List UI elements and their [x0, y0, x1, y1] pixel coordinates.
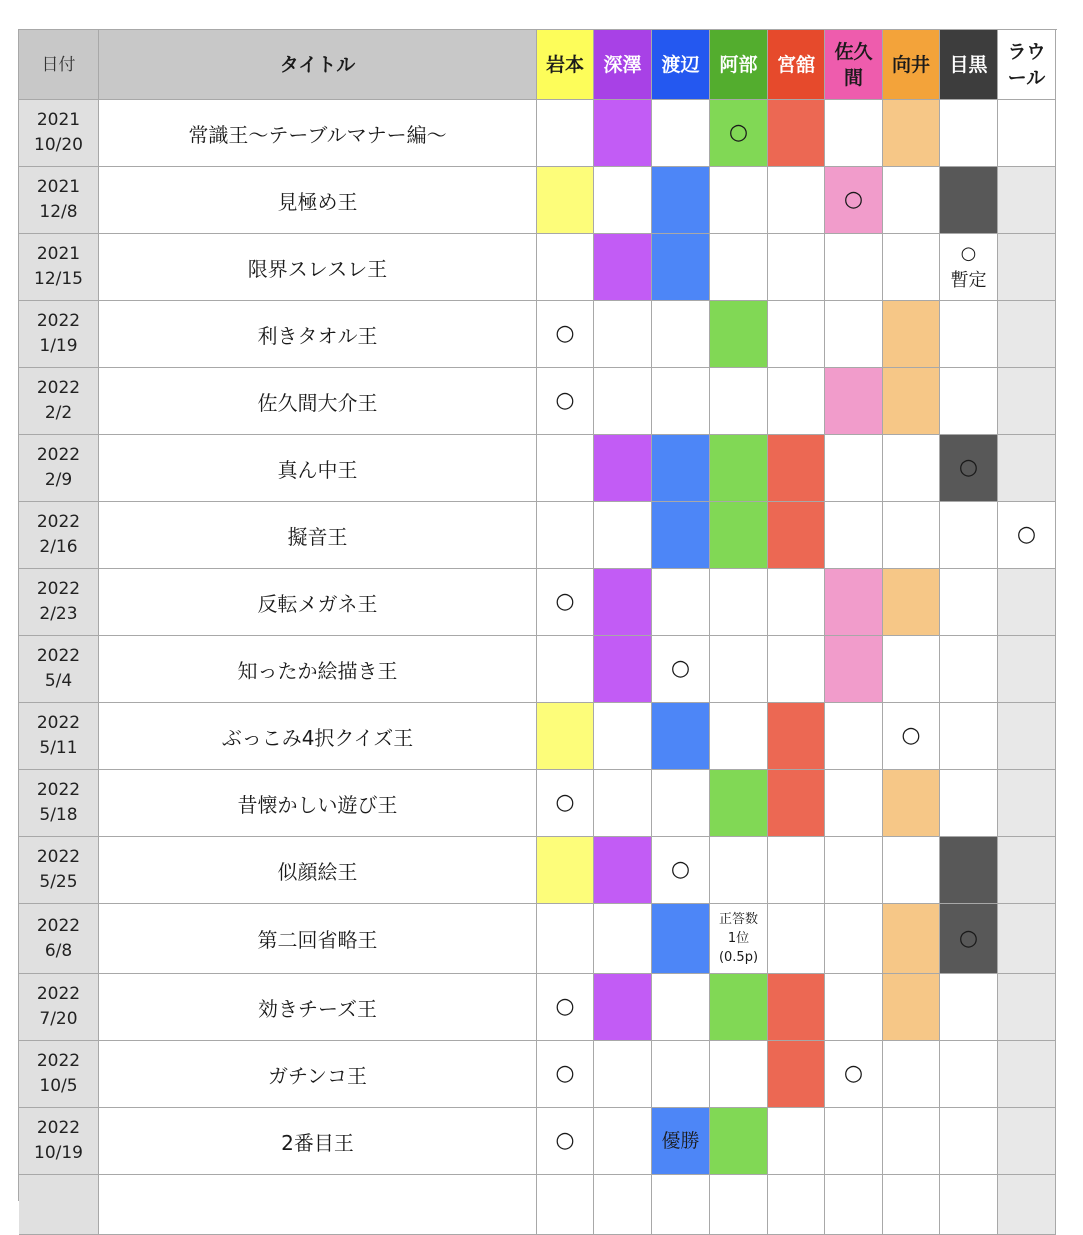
member-cell-6 — [883, 234, 940, 301]
title-cell: 限界スレスレ王 — [99, 234, 537, 301]
date-cell — [19, 1175, 99, 1235]
member-cell-7: ○ — [940, 904, 998, 974]
member-cell-0 — [537, 234, 594, 301]
member-cell-1 — [594, 974, 652, 1041]
member-cell-3 — [710, 1108, 768, 1175]
member-cell-1 — [594, 234, 652, 301]
member-cell-8 — [998, 1041, 1056, 1108]
member-cell-1 — [594, 100, 652, 167]
member-cell-2: 優勝 — [652, 1108, 710, 1175]
title-cell: 佐久間大介王 — [99, 368, 537, 435]
member-cell-2 — [652, 703, 710, 770]
member-cell-8 — [998, 167, 1056, 234]
date-cell: 2022 2/2 — [19, 368, 99, 435]
member-cell-8 — [998, 435, 1056, 502]
member-cell-1 — [594, 1041, 652, 1108]
member-cell-0: ○ — [537, 368, 594, 435]
member-cell-5: ○ — [825, 167, 883, 234]
title-cell: 2番目王 — [99, 1108, 537, 1175]
member-cell-8 — [998, 770, 1056, 837]
header-member-0: 岩本 — [537, 30, 594, 100]
member-cell-6 — [883, 569, 940, 636]
member-cell-3 — [710, 1175, 768, 1235]
member-cell-0 — [537, 636, 594, 703]
member-cell-5 — [825, 100, 883, 167]
member-cell-7 — [940, 770, 998, 837]
member-cell-6 — [883, 974, 940, 1041]
member-cell-2 — [652, 435, 710, 502]
member-cell-2 — [652, 234, 710, 301]
member-cell-8 — [998, 1175, 1056, 1235]
member-cell-1 — [594, 837, 652, 904]
member-cell-4 — [768, 904, 825, 974]
member-cell-4 — [768, 636, 825, 703]
member-cell-2 — [652, 904, 710, 974]
member-cell-3 — [710, 703, 768, 770]
member-cell-4 — [768, 234, 825, 301]
member-cell-1 — [594, 502, 652, 569]
header-member-6: 向井 — [883, 30, 940, 100]
member-cell-3 — [710, 167, 768, 234]
title-cell: 効きチーズ王 — [99, 974, 537, 1041]
member-cell-6 — [883, 435, 940, 502]
title-cell: 見極め王 — [99, 167, 537, 234]
member-cell-4 — [768, 167, 825, 234]
member-cell-3 — [710, 301, 768, 368]
member-cell-0 — [537, 837, 594, 904]
header-member-7: 目黒 — [940, 30, 998, 100]
member-cell-3 — [710, 636, 768, 703]
title-cell: ぶっこみ4択クイズ王 — [99, 703, 537, 770]
member-cell-8 — [998, 368, 1056, 435]
member-cell-4 — [768, 368, 825, 435]
member-cell-2 — [652, 569, 710, 636]
member-cell-8 — [998, 569, 1056, 636]
member-cell-6 — [883, 837, 940, 904]
member-cell-0: ○ — [537, 974, 594, 1041]
member-cell-5 — [825, 301, 883, 368]
date-cell: 2022 5/18 — [19, 770, 99, 837]
member-cell-4 — [768, 301, 825, 368]
member-cell-6 — [883, 770, 940, 837]
member-cell-1 — [594, 1175, 652, 1235]
member-cell-2 — [652, 301, 710, 368]
member-cell-5 — [825, 1108, 883, 1175]
member-cell-7 — [940, 1041, 998, 1108]
member-cell-8 — [998, 301, 1056, 368]
date-cell: 2022 2/9 — [19, 435, 99, 502]
member-cell-2 — [652, 1175, 710, 1235]
member-cell-6 — [883, 904, 940, 974]
member-cell-2: ○ — [652, 636, 710, 703]
results-table — [18, 29, 1057, 1201]
member-cell-4 — [768, 837, 825, 904]
date-cell: 2022 1/19 — [19, 301, 99, 368]
member-cell-0: ○ — [537, 1041, 594, 1108]
member-cell-5 — [825, 770, 883, 837]
member-cell-1 — [594, 636, 652, 703]
member-cell-7 — [940, 569, 998, 636]
date-cell: 2022 2/16 — [19, 502, 99, 569]
member-cell-1 — [594, 301, 652, 368]
member-cell-7 — [940, 167, 998, 234]
member-cell-8 — [998, 100, 1056, 167]
member-cell-0: ○ — [537, 1108, 594, 1175]
member-cell-4 — [768, 974, 825, 1041]
member-cell-8 — [998, 636, 1056, 703]
member-cell-1 — [594, 1108, 652, 1175]
title-cell: 昔懐かしい遊び王 — [99, 770, 537, 837]
member-cell-7 — [940, 1108, 998, 1175]
member-cell-6 — [883, 368, 940, 435]
member-cell-3: 正答数 1位 (0.5p) — [710, 904, 768, 974]
member-cell-3: ○ — [710, 100, 768, 167]
member-cell-5 — [825, 1175, 883, 1235]
member-cell-7 — [940, 1175, 998, 1235]
title-cell: 常識王〜テーブルマナー編〜 — [99, 100, 537, 167]
member-cell-2 — [652, 100, 710, 167]
member-cell-3 — [710, 770, 768, 837]
member-cell-6: ○ — [883, 703, 940, 770]
member-cell-0 — [537, 703, 594, 770]
member-cell-3 — [710, 974, 768, 1041]
member-cell-2 — [652, 770, 710, 837]
member-cell-5 — [825, 703, 883, 770]
member-cell-5 — [825, 368, 883, 435]
member-cell-7 — [940, 703, 998, 770]
member-cell-4 — [768, 435, 825, 502]
member-cell-7 — [940, 368, 998, 435]
member-cell-2 — [652, 1041, 710, 1108]
member-cell-0: ○ — [537, 770, 594, 837]
member-cell-2 — [652, 974, 710, 1041]
member-cell-6 — [883, 502, 940, 569]
member-cell-0 — [537, 502, 594, 569]
member-cell-3 — [710, 502, 768, 569]
member-cell-4 — [768, 100, 825, 167]
member-cell-0 — [537, 904, 594, 974]
member-cell-5 — [825, 837, 883, 904]
member-cell-7 — [940, 301, 998, 368]
header-member-2: 渡辺 — [652, 30, 710, 100]
member-cell-4 — [768, 569, 825, 636]
member-cell-5: ○ — [825, 1041, 883, 1108]
member-cell-3 — [710, 569, 768, 636]
member-cell-2 — [652, 502, 710, 569]
title-cell: ガチンコ王 — [99, 1041, 537, 1108]
header-member-3: 阿部 — [710, 30, 768, 100]
member-cell-1 — [594, 904, 652, 974]
title-cell: 反転メガネ王 — [99, 569, 537, 636]
member-cell-1 — [594, 703, 652, 770]
member-cell-8: ○ — [998, 502, 1056, 569]
header-member-4: 宮舘 — [768, 30, 825, 100]
title-cell: 利きタオル王 — [99, 301, 537, 368]
date-cell: 2022 2/23 — [19, 569, 99, 636]
title-cell: 真ん中王 — [99, 435, 537, 502]
member-cell-7 — [940, 100, 998, 167]
member-cell-7 — [940, 837, 998, 904]
member-cell-2 — [652, 368, 710, 435]
member-cell-2 — [652, 167, 710, 234]
member-cell-0 — [537, 435, 594, 502]
member-cell-6 — [883, 636, 940, 703]
member-cell-0 — [537, 100, 594, 167]
member-cell-4 — [768, 1041, 825, 1108]
member-cell-6 — [883, 167, 940, 234]
member-cell-6 — [883, 100, 940, 167]
member-cell-6 — [883, 1175, 940, 1235]
member-cell-6 — [883, 301, 940, 368]
member-cell-8 — [998, 234, 1056, 301]
member-cell-5 — [825, 904, 883, 974]
member-cell-8 — [998, 1108, 1056, 1175]
member-cell-8 — [998, 904, 1056, 974]
date-cell: 2022 7/20 — [19, 974, 99, 1041]
title-cell: 知ったか絵描き王 — [99, 636, 537, 703]
member-cell-1 — [594, 569, 652, 636]
member-cell-7 — [940, 636, 998, 703]
member-cell-1 — [594, 167, 652, 234]
member-cell-6 — [883, 1108, 940, 1175]
title-cell: 擬音王 — [99, 502, 537, 569]
member-cell-0 — [537, 1175, 594, 1235]
member-cell-0: ○ — [537, 569, 594, 636]
member-cell-4 — [768, 1108, 825, 1175]
member-cell-3 — [710, 837, 768, 904]
header-date: 日付 — [19, 30, 99, 100]
member-cell-7 — [940, 502, 998, 569]
member-cell-1 — [594, 770, 652, 837]
member-cell-6 — [883, 1041, 940, 1108]
member-cell-4 — [768, 502, 825, 569]
header-member-5: 佐久 間 — [825, 30, 883, 100]
date-cell: 2022 10/19 — [19, 1108, 99, 1175]
date-cell: 2022 5/25 — [19, 837, 99, 904]
member-cell-0: ○ — [537, 301, 594, 368]
member-cell-3 — [710, 1041, 768, 1108]
member-cell-5 — [825, 974, 883, 1041]
member-cell-3 — [710, 435, 768, 502]
member-cell-7: ○ 暫定 — [940, 234, 998, 301]
member-cell-5 — [825, 435, 883, 502]
member-cell-0 — [537, 167, 594, 234]
member-cell-5 — [825, 569, 883, 636]
member-cell-2: ○ — [652, 837, 710, 904]
date-cell: 2021 12/15 — [19, 234, 99, 301]
date-cell: 2021 10/20 — [19, 100, 99, 167]
member-cell-4 — [768, 1175, 825, 1235]
title-cell: 第二回省略王 — [99, 904, 537, 974]
date-cell: 2022 10/5 — [19, 1041, 99, 1108]
member-cell-4 — [768, 770, 825, 837]
member-cell-5 — [825, 502, 883, 569]
date-cell: 2022 5/4 — [19, 636, 99, 703]
title-cell: 似顔絵王 — [99, 837, 537, 904]
header-title: タイトル — [99, 30, 537, 100]
member-cell-1 — [594, 435, 652, 502]
member-cell-4 — [768, 703, 825, 770]
date-cell: 2022 5/11 — [19, 703, 99, 770]
member-cell-5 — [825, 234, 883, 301]
member-cell-3 — [710, 368, 768, 435]
date-cell: 2022 6/8 — [19, 904, 99, 974]
member-cell-7: ○ — [940, 435, 998, 502]
header-member-1: 深澤 — [594, 30, 652, 100]
header-member-8: ラウ ール — [998, 30, 1056, 100]
member-cell-8 — [998, 837, 1056, 904]
member-cell-7 — [940, 974, 998, 1041]
member-cell-3 — [710, 234, 768, 301]
member-cell-8 — [998, 974, 1056, 1041]
member-cell-1 — [594, 368, 652, 435]
title-cell — [99, 1175, 537, 1235]
member-cell-8 — [998, 703, 1056, 770]
member-cell-5 — [825, 636, 883, 703]
date-cell: 2021 12/8 — [19, 167, 99, 234]
